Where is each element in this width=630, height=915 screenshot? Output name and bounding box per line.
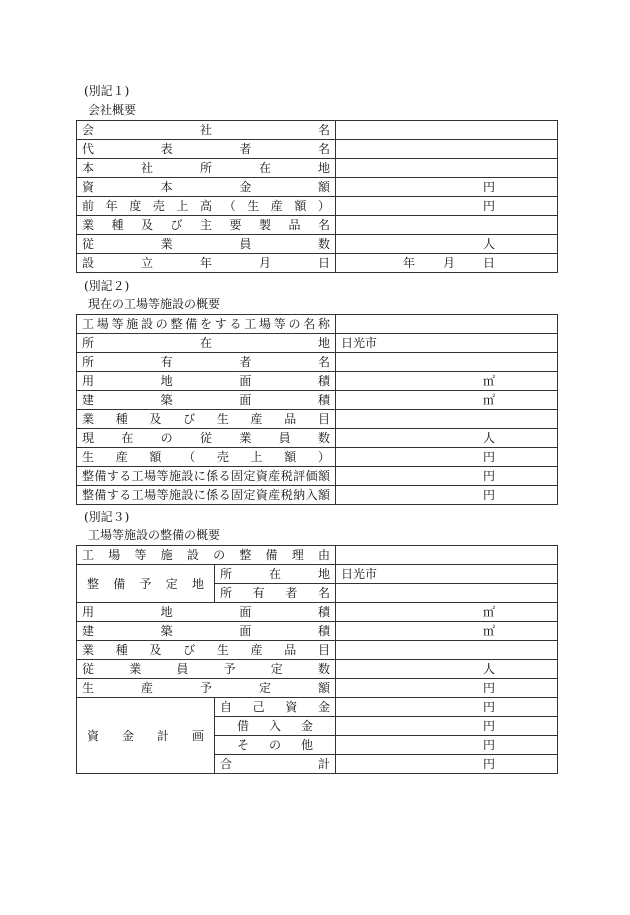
row-label: 業種及び主要製品名: [77, 216, 336, 235]
table-row: [77, 159, 558, 178]
row-label: 生産予定額: [77, 679, 336, 698]
row-label: 工場等施設の整備理由: [77, 546, 336, 565]
year-label: 年: [402, 256, 415, 270]
table-row: [77, 391, 558, 410]
facility-plan-table: [76, 545, 558, 774]
table-row: [77, 698, 558, 717]
row-value[interactable]: 円: [336, 467, 558, 486]
row-label: 工場等施設の整備をする工場等の名称: [77, 315, 336, 334]
row-label: 設立年月日: [77, 254, 336, 273]
table-row: [77, 140, 558, 159]
section2-title: (別記２): [84, 279, 130, 293]
row-value[interactable]: [336, 410, 558, 429]
row-label: 建築面積: [77, 622, 336, 641]
table-row: [77, 410, 558, 429]
table-row: [77, 372, 558, 391]
table-row: [77, 235, 558, 254]
row-label: その他: [215, 736, 336, 755]
row-value[interactable]: 円: [336, 486, 558, 505]
row-value[interactable]: [336, 216, 558, 235]
section3-title: (別記３): [84, 510, 130, 524]
row-value[interactable]: 円: [336, 197, 558, 216]
row-value[interactable]: ㎡: [336, 372, 558, 391]
row-value[interactable]: 円: [336, 755, 558, 774]
funding-group-label: 資金計画: [77, 698, 215, 774]
row-label: 生産額（売上額）: [77, 448, 336, 467]
row-value[interactable]: [336, 584, 558, 603]
row-value[interactable]: [336, 121, 558, 140]
row-label: 前年度売上高（生産額）: [77, 197, 336, 216]
section1-subtitle: 会社概要: [88, 103, 137, 117]
table-row: [77, 467, 558, 486]
row-value[interactable]: [336, 353, 558, 372]
row-label: 業種及び生産品目: [77, 410, 336, 429]
table-row: [77, 254, 558, 273]
current-facility-table: [76, 314, 558, 505]
row-label: 建築面積: [77, 391, 336, 410]
company-overview-table: [76, 120, 558, 273]
table-row: [77, 448, 558, 467]
row-value[interactable]: ㎡: [336, 622, 558, 641]
row-label: 合計: [215, 755, 336, 774]
row-label: 所有者名: [215, 584, 336, 603]
section2-subtitle: 現在の工場等施設の概要: [88, 297, 221, 311]
row-label: 整備する工場等施設に係る固定資産税評価額: [77, 467, 336, 486]
table-row: [77, 641, 558, 660]
row-value[interactable]: [336, 546, 558, 565]
row-label: 用地面積: [77, 603, 336, 622]
table-row: [77, 429, 558, 448]
row-label: 整備する工場等施設に係る固定資産税納入額: [77, 486, 336, 505]
row-label: 所在地: [215, 565, 336, 584]
table-row: [77, 353, 558, 372]
row-value[interactable]: 円: [336, 679, 558, 698]
row-value[interactable]: [336, 159, 558, 178]
row-value[interactable]: 人: [336, 660, 558, 679]
row-value[interactable]: 人: [336, 429, 558, 448]
section1-title: (別記１): [84, 84, 130, 98]
row-value[interactable]: 円: [336, 448, 558, 467]
row-label: 本社所在地: [77, 159, 336, 178]
row-label: 用地面積: [77, 372, 336, 391]
row-value[interactable]: [336, 140, 558, 159]
row-label: 借入金: [215, 717, 336, 736]
day-label: 日: [482, 256, 495, 270]
row-label: 従業員予定数: [77, 660, 336, 679]
row-label: 従業員数: [77, 235, 336, 254]
row-value[interactable]: ㎡: [336, 603, 558, 622]
row-value[interactable]: 円: [336, 178, 558, 197]
table-row: [77, 486, 558, 505]
site-group-label: 整備予定地: [77, 565, 215, 603]
row-value[interactable]: 人: [336, 235, 558, 254]
row-value[interactable]: [336, 641, 558, 660]
table-row: [77, 178, 558, 197]
row-value[interactable]: 円: [336, 717, 558, 736]
table-row: [77, 334, 558, 353]
table-row: [77, 603, 558, 622]
table-row: [77, 546, 558, 565]
row-value[interactable]: 円: [336, 736, 558, 755]
table-row: [77, 679, 558, 698]
row-value[interactable]: 日光市: [336, 334, 558, 353]
section3-subtitle: 工場等施設の整備の概要: [88, 528, 221, 542]
row-value[interactable]: ㎡: [336, 391, 558, 410]
row-label: 自己資金: [215, 698, 336, 717]
row-label: 所在地: [77, 334, 336, 353]
row-label: 資本金額: [77, 178, 336, 197]
month-label: 月: [442, 256, 455, 270]
row-value[interactable]: 円: [336, 698, 558, 717]
row-value[interactable]: 日光市: [336, 565, 558, 584]
table-row: [77, 216, 558, 235]
row-label: 会社名: [77, 121, 336, 140]
table-row: [77, 660, 558, 679]
table-row: [77, 565, 558, 584]
table-row: [77, 622, 558, 641]
table-row: [77, 315, 558, 334]
row-label: 業種及び生産品目: [77, 641, 336, 660]
table-row: [77, 197, 558, 216]
table-row: [77, 121, 558, 140]
row-label: 現在の従業員数: [77, 429, 336, 448]
row-value[interactable]: [336, 315, 558, 334]
row-label: 代表者名: [77, 140, 336, 159]
date-value[interactable]: [336, 254, 558, 273]
row-label: 所有者名: [77, 353, 336, 372]
